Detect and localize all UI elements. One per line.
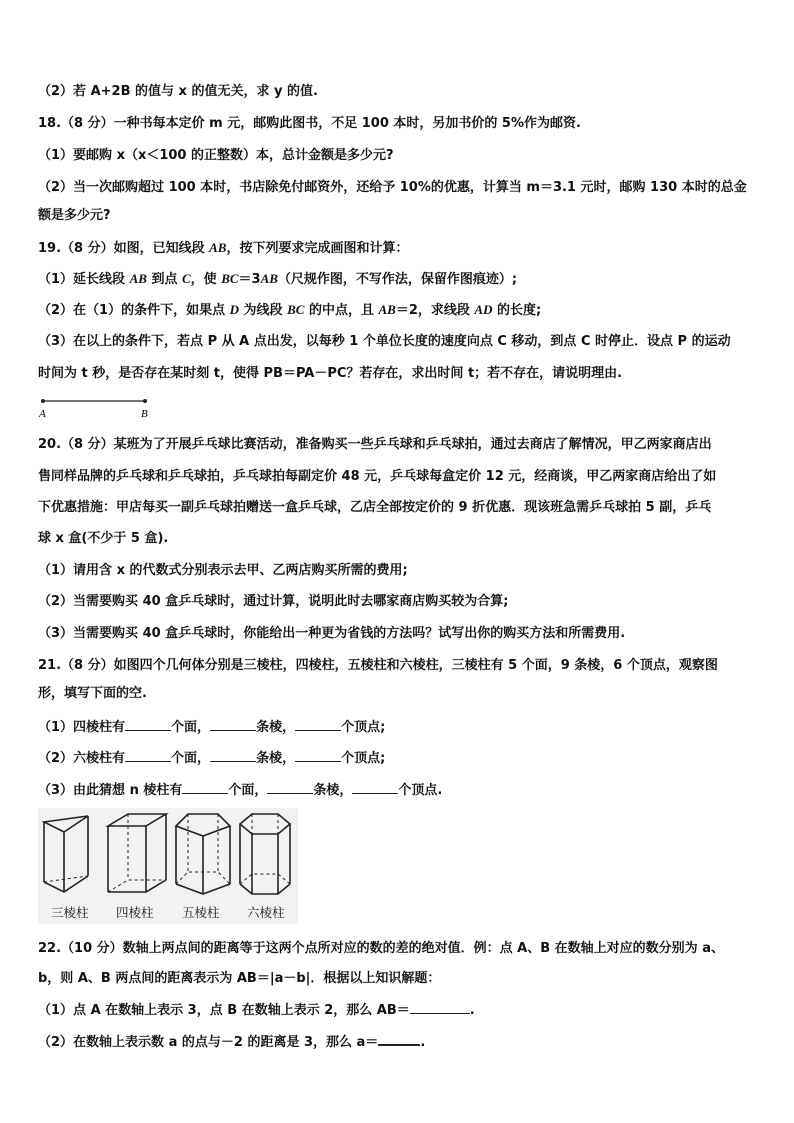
q18-stem: 18.（8 分）一种书每本定价 m 元，邮购此图书，不足 100 本时，另加书价的 5%作为邮资. [38,116,581,131]
point-b-dot [143,399,147,403]
q19-part2-ab: AB [378,302,396,317]
q21-part3-label: （3）由此猜想 n 棱柱有 [38,783,183,798]
q21-vertices-text: 个顶点; [341,751,386,766]
q19-part3-line1: （3）在以上的条件下，若点 P 从 A 点出发，以每秒 1 个单位长度的速度向点 C 移动，到点 C 时停止．设点 P 的运动 [38,334,731,349]
q19-part3-line2: 时间为 t 秒，是否存在某时刻 t，使得 PB＝PA－PC？若存在，求出时间 t；若不存在，请说明理由. [38,366,623,381]
q19-part2-d: D [229,302,240,317]
point-b-label: B [141,408,148,420]
q18-part2-line2: 额是多少元? [38,208,111,223]
answer-blank[interactable] [410,1002,470,1014]
answer-blank[interactable] [210,719,256,731]
q19-stem [38,240,756,257]
q21-faces-text: 个面， [171,751,211,766]
q22-part1-end: . [469,1003,475,1018]
answer-blank[interactable] [352,782,398,794]
segment-ab-figure [38,395,158,421]
q19-part1 [38,271,756,288]
q21-part2 [38,750,756,767]
q21-edges-text: 条棱， [256,751,296,766]
prism-label-3: 三棱柱 [51,905,89,920]
q21-part1 [38,719,756,736]
prism-label-4: 四棱柱 [116,905,154,920]
q21-part2-label: （2）六棱柱有 [38,751,126,766]
q19-part1-text: 到点 [146,272,182,287]
q19-part2-text: 的长度; [492,303,542,318]
q21-faces-text: 个面， [228,783,268,798]
q19-part1-bc: BC [221,271,239,286]
q19-part1-ab2: AB [260,271,278,286]
q22-part1 [38,1002,756,1019]
q19-part2-text: 的中点，且 [304,303,379,318]
answer-blank[interactable] [295,719,341,731]
q19-part2-text: （2）在（1）的条件下，如果点 [38,303,230,318]
q18-part1: （1）要邮购 x（x＜100 的正整数）本，总计金额是多少元? [38,148,394,163]
q19-part2 [38,302,756,319]
answer-blank[interactable] [378,1033,420,1046]
q19-stem-segment: AB [209,240,227,255]
answer-blank[interactable] [182,782,228,794]
answer-blank[interactable] [210,750,256,762]
q19-part1-text: ，使 [190,272,222,287]
q20-line3: 下优惠措施：甲店每买一副乒乓球拍赠送一盒乒乓球，乙店全部按定价的 9 折优惠．现该班急需乒乓球拍 5 副，乒乓 [38,500,712,515]
q19-part2-text: 为线段 [239,303,288,318]
q19-part1-c: C [181,271,191,286]
q19-part1-text: （1）延长线段 [38,272,130,287]
answer-blank[interactable] [125,719,171,731]
q21-edges-text: 条棱， [256,720,296,735]
answer-blank[interactable] [295,750,341,762]
q22-line2: b，则 A、B 两点间的距离表示为 AB＝|a－b|．根据以上知识解题： [38,971,441,986]
q19-part1-text: ＝3 [238,272,261,287]
q22-part2-end: . [420,1035,426,1050]
q20-part3: （3）当需要购买 40 盒乒乓球时，你能给出一种更为省钱的方法吗？试写出你的购买方法和所需费用. [38,626,626,641]
q21-part3 [38,782,756,799]
q18-part2-line1: （2）当一次邮购超过 100 本时，书店除免付邮资外，还给予 10%的优惠，计算当 m＝3.1 元时，邮购 130 本时的总金 [38,180,747,195]
q20-line4: 球 x 盒(不少于 5 盒). [38,531,169,546]
q21-edges-text: 条棱， [313,783,353,798]
q19-part2-bc: BC [287,302,305,317]
q19-part2-ad: AD [474,302,493,317]
answer-blank[interactable] [267,782,313,794]
q20-part2: （2）当需要购买 40 盒乒乓球时，通过计算，说明此时去哪家商店购买较为合算; [38,594,509,609]
q20-line2: 售同样品牌的乒乓球和乒乓球拍，乒乓球拍每副定价 48 元，乒乓球每盒定价 12 元，经商谈，甲乙两家商店给出了如 [38,469,717,484]
point-a-dot [41,399,45,403]
q17-part2: （2）若 A+2B 的值与 x 的值无关，求 y 的值. [38,84,318,99]
prism-label-5: 五棱柱 [182,905,220,920]
q21-part1-label: （1）四棱柱有 [38,720,126,735]
q19-stem-text-b: ，按下列要求完成画图和计算： [226,241,409,256]
q21-vertices-text: 个顶点. [398,783,443,798]
q20-part1: （1）请用含 x 的代数式分别表示去甲、乙两店购买所需的费用; [38,563,408,578]
q21-faces-text: 个面， [171,720,211,735]
q19-stem-text-a: 19.（8 分）如图，已知线段 [38,241,210,256]
q21-line1: 21.（8 分）如图四个几何体分别是三棱柱，四棱柱，五棱柱和六棱柱，三棱柱有 5 个面，9 条棱，6 个顶点，观察图 [38,658,718,673]
q22-part2-text: （2）在数轴上表示数 a 的点与－2 的距离是 3，那么 a＝ [38,1035,379,1050]
q21-line2: 形，填写下面的空. [38,686,147,701]
q21-vertices-text: 个顶点; [341,720,386,735]
q19-part1-text: （尺规作图，不写作法，保留作图痕迹）; [277,272,518,287]
answer-blank[interactable] [125,750,171,762]
prism-label-6: 六棱柱 [247,905,285,920]
q19-part2-text: ＝2，求线段 [395,303,475,318]
q22-line1: 22.（10 分）数轴上两点间的距离等于这两个点所对应的数的差的绝对值．例：点 A、B 在数轴上对应的数分别为 a、 [38,941,724,956]
q22-part1-text: （1）点 A 在数轴上表示 3，点 B 在数轴上表示 2，那么 AB＝ [38,1003,410,1018]
q22-part2 [38,1033,756,1051]
q20-line1: 20.（8 分）某班为了开展乒乓球比赛活动，准备购买一些乒乓球和乒乓球拍，通过去商店了解情况，甲乙两家商店出 [38,437,712,452]
point-a-label: A [39,408,46,420]
q19-part1-ab: AB [129,271,147,286]
